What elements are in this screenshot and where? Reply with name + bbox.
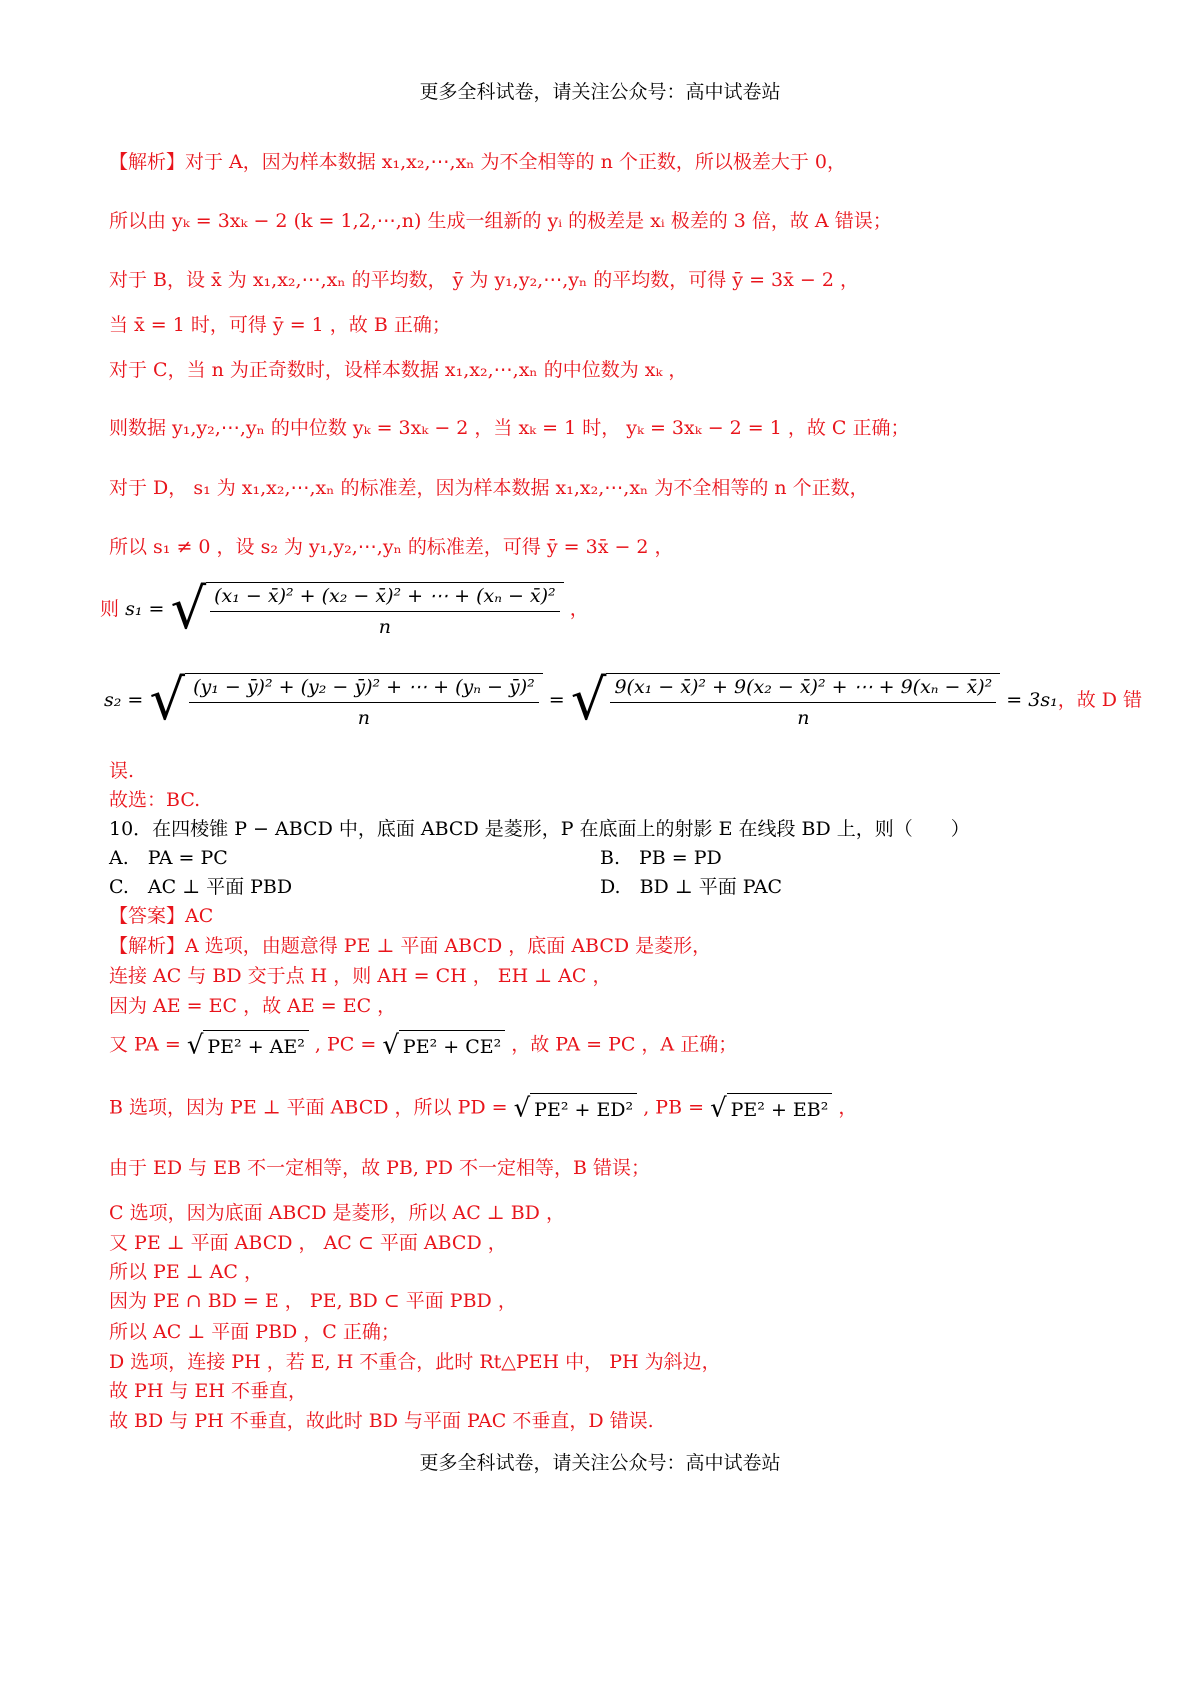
radical-sign-icon: √ <box>710 1093 727 1124</box>
q10-analysis-line-2: 连接 AC 与 BD 交于点 H ，则 AH = CH ， EH ⊥ AC ， <box>109 965 612 987</box>
q10-analysis-line-1: 【解析】A 选项，由题意得 PE ⊥ 平面 ABCD ，底面 ABCD 是菱形， <box>109 935 712 957</box>
formula-s1-numerator: (x₁ − x̄)² + (x₂ − x̄)² + ⋯ + (xₙ − x̄)² <box>210 585 560 612</box>
q10-pd-lhs: B 选项，因为 PE ⊥ 平面 ABCD ，所以 PD = <box>109 1096 508 1119</box>
q10-analysis-line-9: 所以 PE ⊥ AC ， <box>109 1261 263 1283</box>
q10-analysis-line-10: 因为 PE ∩ BD = E ， PE, BD ⊂ 平面 PBD ， <box>109 1290 517 1312</box>
q10-analysis-line-7: C 选项，因为底面 ABCD 是菱形，所以 AC ⊥ BD ， <box>109 1202 565 1224</box>
radical-sign-icon: √ <box>170 577 207 642</box>
q10-analysis-line-13: 故 PH 与 EH 不垂直， <box>109 1380 307 1402</box>
q9-analysis-line-3: 对于 B，设 x̄ 为 x₁,x₂,⋯,xₙ 的平均数， ȳ 为 y₁,y₂,⋯,yₙ 的平均数，可得 ȳ = 3x̄ − 2 ， <box>109 269 859 291</box>
q10-line5-tail: ， <box>838 1096 858 1119</box>
q9-choice: 故选：BC. <box>109 789 201 811</box>
q10-pb-radicand: PE² + EB² <box>727 1093 833 1124</box>
q10-analysis-line-3: 因为 AE = EC ，故 AE = EC ， <box>109 995 397 1017</box>
formula-s1-fraction <box>210 585 560 638</box>
radical-sign-icon: √ <box>186 1030 204 1061</box>
radical-sign-icon: √ <box>513 1093 531 1124</box>
q10-pc-radicand: PE² + CE² <box>399 1030 505 1061</box>
q10-option-a: A. PA = PC <box>109 847 228 869</box>
q10-analysis-line-5 <box>109 1093 857 1124</box>
formula-s2-fraction-b <box>610 676 996 729</box>
formula-s2-denominator-a: n <box>357 707 371 729</box>
formula-s1-lhs: s₁ = <box>125 598 165 620</box>
q10-line4-tail: ，故 PA = PC ，A 正确； <box>511 1033 738 1056</box>
q9-analysis-line-4: 当 x̄ = 1 时，可得 ȳ = 1 ，故 B 正确； <box>109 314 451 336</box>
q10-answer: 【答案】AC <box>109 905 214 927</box>
formula-s1 <box>100 577 589 642</box>
q10-analysis-line-4 <box>109 1030 737 1061</box>
q10-option-d: D. BD ⊥ 平面 PAC <box>600 876 783 898</box>
page-footer: 更多全科试卷，请关注公众号：高中试卷站 <box>419 1452 781 1474</box>
q10-analysis-line-8: 又 PE ⊥ 平面 ABCD ， AC ⊂ 平面 ABCD ， <box>109 1232 507 1254</box>
q9-analysis-line-5: 对于 C，当 n 为正奇数时，设样本数据 x₁,x₂,⋯,xₙ 的中位数为 xₖ ， <box>109 359 688 381</box>
radical-sign-icon: √ <box>149 668 186 733</box>
radical-sign-icon: √ <box>382 1030 399 1061</box>
formula-s2-denominator-b: n <box>797 707 810 729</box>
formula-s2-rhs: = 3s₁ <box>1006 689 1058 711</box>
q10-option-c: C. AC ⊥ 平面 PBD <box>109 876 293 898</box>
q9-analysis-line-9: 误. <box>109 760 135 782</box>
q10-pd-radicand: PE² + ED² <box>530 1093 637 1124</box>
formula-s2-sqrt-b <box>570 668 1001 733</box>
q10-stem: 10．在四棱锥 P − ABCD 中，底面 ABCD 是菱形，P 在底面上的射影 E 在线段 BD 上，则（ ） <box>109 818 970 840</box>
q10-pa-radicand: PE² + AE² <box>203 1030 308 1061</box>
page-header: 更多全科试卷，请关注公众号：高中试卷站 <box>419 81 781 103</box>
q10-pa-lhs: 又 PA = <box>109 1033 181 1056</box>
q10-analysis-line-6: 由于 ED 与 EB 不一定相等，故 PB, PD 不一定相等，B 错误； <box>109 1157 651 1179</box>
formula-s2-suffix: ，故 D 错 <box>1057 689 1143 711</box>
formula-s2-sqrt-a <box>149 668 542 733</box>
q9-analysis-line-2: 所以由 yₖ = 3xₖ − 2 (k = 1,2,⋯,n) 生成一组新的 yᵢ 的极差是 xᵢ 极差的 3 倍，故 A 错误； <box>109 210 892 232</box>
formula-s2 <box>104 668 1143 733</box>
q9-analysis-line-7: 对于 D， s₁ 为 x₁,x₂,⋯,xₙ 的标准差，因为样本数据 x₁,x₂,⋯,xₙ 为不全相等的 n 个正数， <box>109 477 869 499</box>
q10-option-b: B. PB = PD <box>600 847 722 869</box>
q10-analysis-line-11: 所以 AC ⊥ 平面 PBD ，C 正确； <box>109 1321 400 1343</box>
formula-s1-sqrt <box>170 577 563 642</box>
q10-pc-lhs: , PC = <box>314 1033 377 1056</box>
formula-s2-lhs: s₂ = <box>104 689 144 711</box>
formula-s2-numerator-a: (y₁ − ȳ)² + (y₂ − ȳ)² + ⋯ + (yₙ − ȳ)² <box>189 676 539 703</box>
q9-analysis-line-6: 则数据 y₁,y₂,⋯,yₙ 的中位数 yₖ = 3xₖ − 2 ，当 xₖ = 1 时， yₖ = 3xₖ − 2 = 1 ，故 C 正确； <box>109 417 910 439</box>
radical-sign-icon: √ <box>570 668 607 733</box>
formula-s1-prefix: 则 <box>100 598 120 620</box>
q9-analysis-line-1: 【解析】对于 A，因为样本数据 x₁,x₂,⋯,xₙ 为不全相等的 n 个正数，所以极差大于 0， <box>109 151 847 173</box>
q10-analysis-line-14: 故 BD 与 PH 不垂直，故此时 BD 与平面 PAC 不垂直，D 错误. <box>109 1410 654 1432</box>
formula-s2-numerator-b: 9(x₁ − x̄)² + 9(x₂ − x̄)² + ⋯ + 9(xₙ − x̄)² <box>610 676 996 703</box>
q10-pb-lhs: , PB = <box>643 1096 705 1119</box>
formula-s2-equals: = <box>548 689 565 711</box>
formula-s1-denominator: n <box>378 616 392 638</box>
q10-analysis-line-12: D 选项，连接 PH ，若 E, H 不重合，此时 Rt△PEH 中， PH 为斜边， <box>109 1351 721 1373</box>
q9-analysis-line-8: 所以 s₁ ≠ 0 ，设 s₂ 为 y₁,y₂,⋯,yₙ 的标准差，可得 ȳ = 3x̄ − 2 ， <box>109 536 674 558</box>
formula-s1-suffix: ， <box>569 598 589 620</box>
formula-s2-fraction-a <box>189 676 539 729</box>
